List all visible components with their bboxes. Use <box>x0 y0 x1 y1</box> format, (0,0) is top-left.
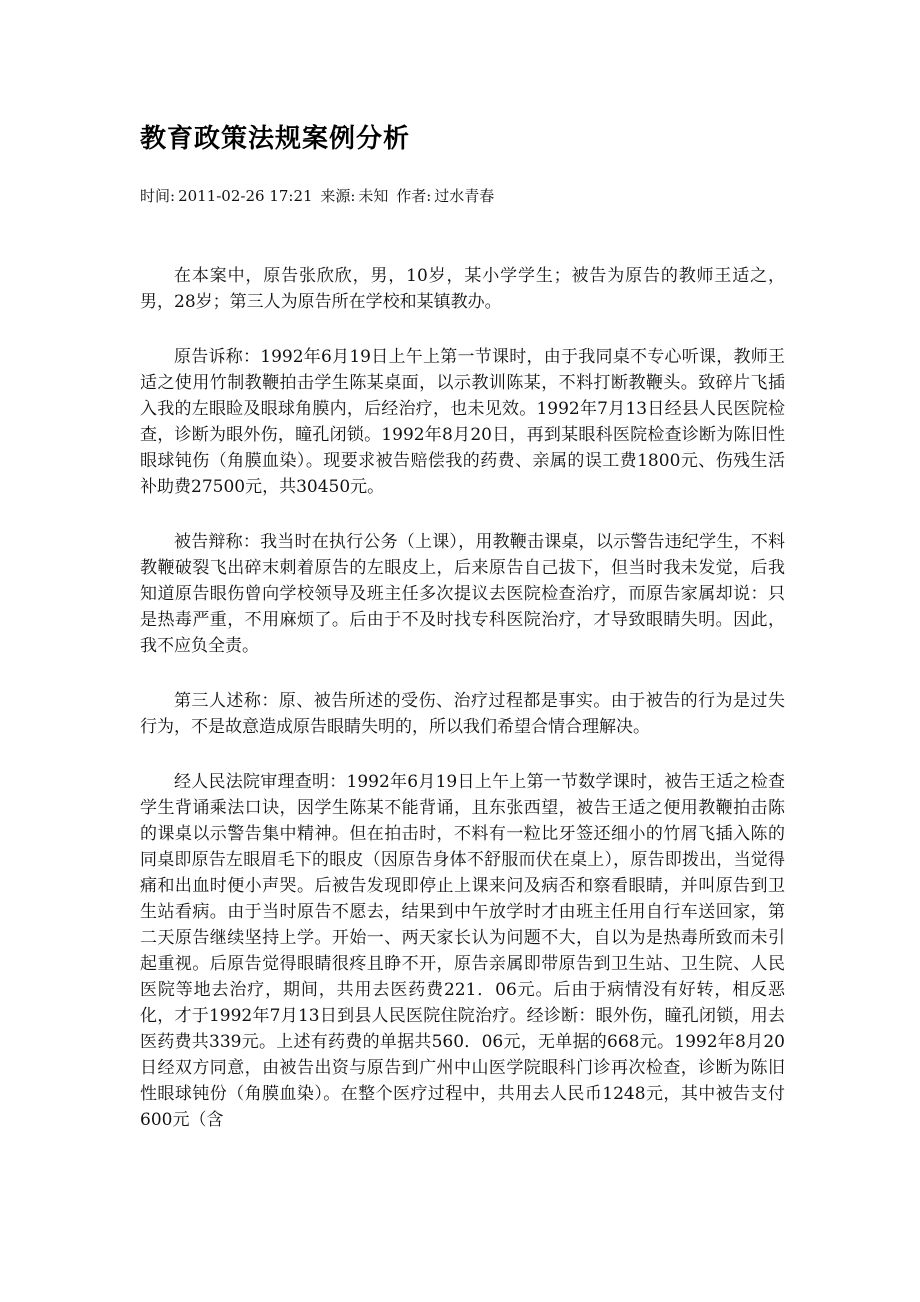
paragraph-case-parties: 在本案中，原告张欣欣，男，10岁，某小学学生；被告为原告的教师王适之，男，28岁；第三人为原告所在学校和某镇教办。 <box>140 266 785 312</box>
author-value: 过水青春 <box>434 187 495 205</box>
source-label: 来源: <box>320 187 356 205</box>
source-value: 未知 <box>358 187 389 205</box>
page-title: 教育政策法规案例分析 <box>140 124 411 154</box>
author-label: 作者: <box>396 187 432 205</box>
article-body <box>140 263 785 1133</box>
time-value: 2011-02-26 17:21 <box>178 187 313 205</box>
paragraph-third-party-statement: 第三人述称：原、被告所述的受伤、治疗过程都是事实。由于被告的行为是过失行为，不是故意造成原告眼睛失明的，所以我们希望合情合理解决。 <box>140 691 785 737</box>
paragraph-plaintiff-claim: 原告诉称：1992年6月19日上午上第一节课时，由于我同桌不专心听课，教师王适之使用竹制教鞭拍击学生陈某桌面，以示教训陈某，不料打断教鞭头。致碎片飞插入我的左眼睑及眼球角膜内，后经治疗，也未见效。1992年7月13日经县人民医院检查，诊断为眼外伤，瞳孔闭锁。1992年8月20日，再到某眼科医院检查诊断为陈旧性眼球钝伤（角膜血染）。现要求被告赔偿我的药费、亲属的误工费1800元、伤残生活补助费27500元，共30450元。 <box>140 347 785 497</box>
article-meta <box>140 185 497 206</box>
time-label: 时间: <box>140 187 176 205</box>
paragraph-defendant-defense: 被告辩称：我当时在执行公务（上课），用教鞭击课桌，以示警告违纪学生，不料教鞭破裂飞出碎末刺着原告的左眼皮上，后来原告自己拔下，但当时我未发觉，后我知道原告眼伤曾向学校领导及班主任多次提议去医院检查治疗，而原告家属却说：只是热毒严重，不用麻烦了。后由于不及时找专科医院治疗，才导致眼睛失明。因此，我不应负全责。 <box>140 532 785 656</box>
paragraph-court-findings: 经人民法院审理查明：1992年6月19日上午上第一节数学课时，被告王适之检查学生背诵乘法口诀，因学生陈某不能背诵，且东张西望，被告王适之便用教鞭拍击陈的课桌以示警告集中精神。但在拍击时，不料有一粒比牙签还细小的竹屑飞插入陈的同桌即原告左眼眉毛下的眼皮（因原告身体不舒服而伏在桌上），原告即拨出，当觉得痛和出血时便小声哭。后被告发现即停止上课来问及病否和察看眼睛，并叫原告到卫生站看病。由于当时原告不愿去，结果到中午放学时才由班主任用自行车送回家，第二天原告继续坚持上学。开始一、两天家长认为问题不大，自以为是热毒所致而未引起重视。后原告觉得眼睛很疼且睁不开，原告亲属即带原告到卫生站、卫生院、人民医院等地去治疗，期间，共用去医药费221．06元。后由于病情没有好转，相反恶化，才于1992年7月13日到县人民医院住院治疗。经诊断：眼外伤，瞳孔闭锁，用去医药费共339元。上述有药费的单据共560．06元，无单据的668元。1992年8月20日经双方同意，由被告出资与原告到广州中山医学院眼科门诊再次检查，诊断为陈旧性眼球钝份（角膜血染）。在整个医疗过程中，共用去人民币1248元，其中被告支付600元（含 <box>140 772 785 1130</box>
